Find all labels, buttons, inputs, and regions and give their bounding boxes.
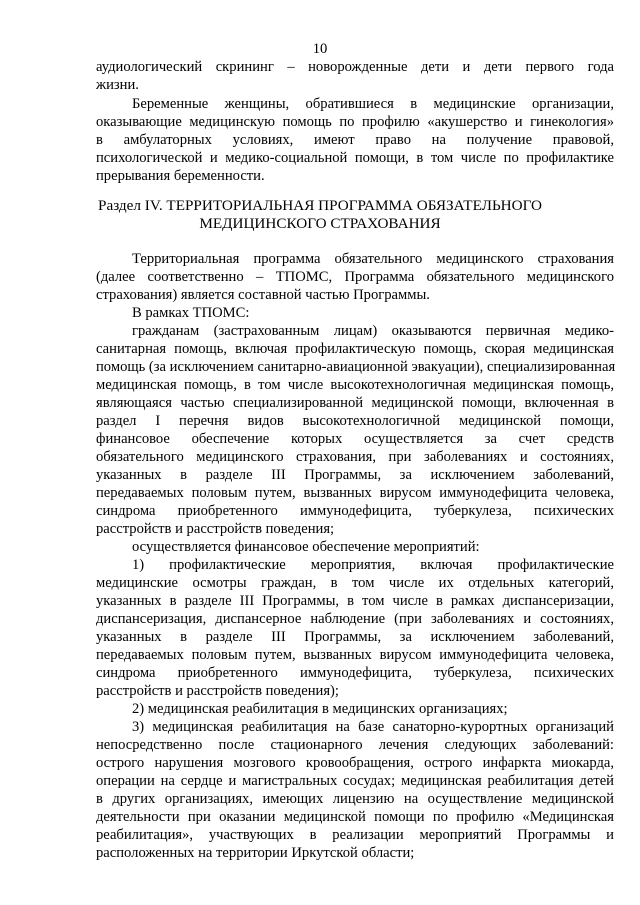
- text-line: медицинская помощь, в том числе высокотехнологичная медицинская помощь,: [96, 377, 614, 393]
- text-line: жизни.: [96, 77, 139, 93]
- text-line: аудиологический скрининг – новорожденные дети и дети первого года: [96, 59, 614, 75]
- text-line: непосредственно после стационарного лечения следующих заболеваний:: [96, 737, 614, 753]
- text-line: 2) медицинская реабилитация в медицинских организациях;: [132, 701, 508, 717]
- text-line: раздел I перечня видов высокотехнологичной медицинской помощи,: [96, 413, 614, 429]
- text-line: Территориальная программа обязательного медицинского страхования: [132, 251, 614, 267]
- text-line: В рамках ТПОМС:: [132, 305, 250, 321]
- text-line: операции на сердце и магистральных сосудах; медицинская реабилитация детей: [96, 773, 614, 789]
- text-line: (далее соответственно – ТПОМС, Программа обязательного медицинского: [96, 269, 614, 285]
- text-line: указанных в разделе III Программы, за исключением заболеваний,: [96, 629, 614, 645]
- text-line: являющаяся частью специализированной медицинской помощи, включенная в: [96, 395, 614, 411]
- text-line: синдрома приобретенного иммунодефицита, туберкулеза, психических: [96, 503, 614, 519]
- text-line: в других организациях, имеющих лицензию на осуществление медицинской: [96, 791, 614, 807]
- text-line: в амбулаторных условиях, имеют право на получение правовой,: [96, 132, 614, 148]
- text-line: расстройств и расстройств поведения);: [96, 683, 339, 699]
- text-line: синдрома приобретенного иммунодефицита, туберкулеза, психических: [96, 665, 614, 681]
- text-line: санитарная помощь, включая профилактическую помощь, скорая медицинская: [96, 341, 614, 357]
- text-line: гражданам (застрахованным лицам) оказываются первичная медико-: [132, 323, 614, 339]
- text-line: реабилитация», участвующих в реализации мероприятий Программы и: [96, 827, 614, 843]
- heading-line: Раздел IV. ТЕРРИТОРИАЛЬНАЯ ПРОГРАММА ОБЯЗАТЕЛЬНОГО: [98, 197, 542, 214]
- text-line: деятельности при оказании медицинской помощи по профилю «Медицинская: [96, 809, 614, 825]
- text-line: психологической и медико-социальной помощи, в том числе по профилактике: [96, 150, 614, 166]
- text-line: расположенных на территории Иркутской области;: [96, 845, 415, 861]
- text-line: 1) профилактические мероприятия, включая профилактические: [132, 557, 614, 573]
- text-line: Беременные женщины, обратившиеся в медицинские организации,: [132, 96, 614, 112]
- text-line: медицинские осмотры граждан, в том числе их отдельных категорий,: [96, 575, 614, 591]
- text-line: обязательного медицинского страхования, при заболеваниях и состояниях,: [96, 449, 614, 465]
- text-line: прерывания беременности.: [96, 168, 265, 184]
- text-line: указанных в разделе III Программы, за исключением заболеваний,: [96, 467, 614, 483]
- heading-line: МЕДИЦИНСКОГО СТРАХОВАНИЯ: [199, 215, 441, 232]
- page-number: 10: [312, 41, 328, 57]
- text-line: расстройств и расстройств поведения;: [96, 521, 335, 537]
- text-line: осуществляется финансовое обеспечение мероприятий:: [132, 539, 480, 555]
- text-line: острого нарушения мозгового кровообращения, острого инфаркта миокарда,: [96, 755, 614, 771]
- text-line: передаваемых половым путем, вызванных вирусом иммунодефицита человека,: [96, 485, 614, 501]
- text-line: оказывающие медицинскую помощь по профилю «акушерство и гинекология»: [96, 114, 614, 130]
- text-line: диспансеризация, диспансерное наблюдение (при заболеваниях и состояниях,: [96, 611, 614, 627]
- text-line: финансовое обеспечение которых осуществляется за счет средств: [96, 431, 614, 447]
- text-line: 3) медицинская реабилитация на базе санаторно-курортных организаций: [132, 719, 614, 735]
- text-line: помощь (за исключением санитарно-авиационной эвакуации), специализированная: [96, 359, 616, 375]
- text-line: страхования) является составной частью Программы.: [96, 287, 430, 303]
- text-line: указанных в разделе III Программы, в том числе в рамках диспансеризации,: [96, 593, 614, 609]
- text-line: передаваемых половым путем, вызванных вирусом иммунодефицита человека,: [96, 647, 614, 663]
